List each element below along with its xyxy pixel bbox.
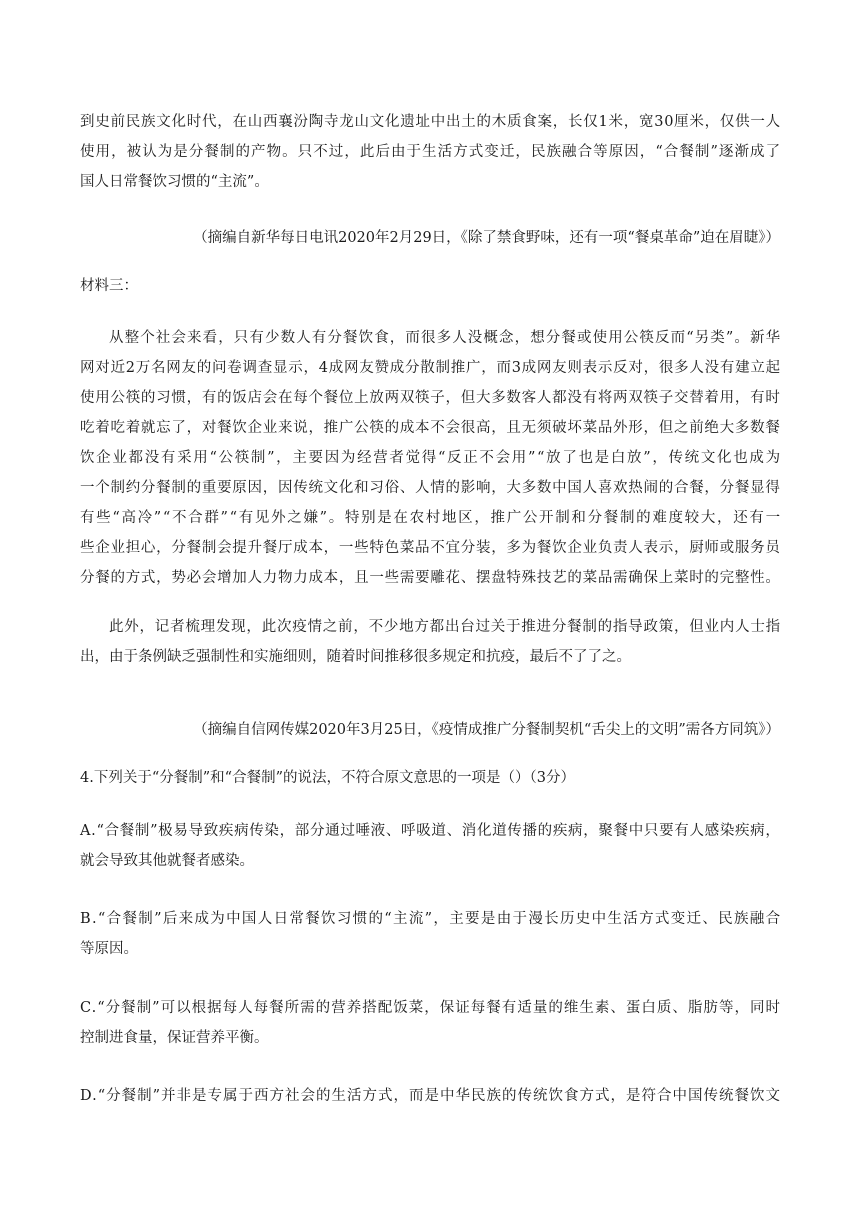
text-line: 使用，被认为是分餐制的产物。只不过，此后由于生活方式变迁，民族融合等原因，“合餐制”逐渐成了 bbox=[80, 144, 782, 160]
text-line: D.“分餐制”并非是专属于西方社会的生活方式，而是中华民族的传统饮食方式，是符合中国传统餐饮文 bbox=[80, 1088, 782, 1104]
text-line: 等原因。 bbox=[80, 941, 138, 957]
text-line: 此外，记者梳理发现，此次疫情之前，不少地方都出台过关于推进分餐制的指导政策，但业内人士指 bbox=[109, 619, 781, 635]
material-three-label: 材料三： bbox=[80, 278, 138, 294]
paragraph-material-three bbox=[80, 323, 780, 593]
text-line: 一个制约分餐制的重要原因，因传统文化和习俗、人情的影响，大多数中国人喜欢热闹的合餐，分餐显得 bbox=[80, 480, 781, 496]
text-line: 些企业担心，分餐制会提升餐厅成本，一些特色菜品不宜分装，多为餐饮企业负责人表示，厨师或服务员 bbox=[80, 540, 781, 556]
text-line: 有些“高冷”“不合群”“有见外之嫌”。特别是在农村地区，推广公开制和分餐制的难度较大，还有一 bbox=[80, 510, 782, 526]
question-stem: 4.下列关于“分餐制”和“合餐制”的说法，不符合原文意思的一项是（）（3分） bbox=[80, 770, 575, 786]
text-line: A.“合餐制”极易导致疾病传染，部分通过唾液、呼吸道、消化道传播的疾病，聚餐中只要有人感染疾病， bbox=[80, 823, 781, 839]
paragraph-material-three-continued bbox=[80, 612, 780, 672]
text-line: B.“合餐制”后来成为中国人日常餐饮习惯的“主流”，主要是由于漫长历史中生活方式变迁、民族融合 bbox=[80, 911, 782, 927]
text-line: 到史前民族文化时代，在山西襄汾陶寺龙山文化遗址中出土的木质食案，长仅1米，宽30厘米，仅供一人 bbox=[80, 114, 781, 130]
text-line: 网对近2万名网友的问卷调查显示，4成网友赞成分散制推广，而3成网友则表示反对，很多人没有建立起 bbox=[80, 360, 781, 376]
text-line: 控制进食量，保证营养平衡。 bbox=[80, 1030, 269, 1046]
text-line: 分餐的方式，势必会增加人力物力成本，且一些需要雕花、摆盘特殊技艺的菜品需确保上菜时的完整性。 bbox=[80, 570, 781, 586]
text-line: 从整个社会来看，只有少数人有分餐饮食，而很多人没概念，想分餐或使用公筷反而“另类”。新华 bbox=[109, 330, 782, 346]
source-citation-two: （摘编自信网传媒2020年3月25日，《疫情成推广分餐制契机“舌尖上的文明”需各方同筑》） bbox=[193, 722, 780, 738]
paragraph-material-two-end bbox=[80, 107, 780, 197]
text-line: 饮企业都没有采用“公筷制”，主要因为经营者觉得“反正不会用”“放了也是白放”，传统文化也成为 bbox=[80, 450, 782, 466]
option-a bbox=[80, 816, 780, 876]
option-b bbox=[80, 904, 780, 964]
text-line: C.“分餐制”可以根据每人每餐所需的营养搭配饭菜，保证每餐有适量的维生素、蛋白质、脂肪等，同时 bbox=[80, 1000, 781, 1016]
option-c bbox=[80, 993, 780, 1053]
option-d bbox=[80, 1081, 780, 1111]
text-line: 国人日常餐饮习惯的“主流”。 bbox=[80, 174, 269, 190]
source-citation-one: （摘编自新华每日电讯2020年2月29日，《除了禁食野味，还有一项“餐桌革命”迫在眉睫》） bbox=[193, 230, 780, 246]
text-line: 吃着吃着就忘了，对餐饮企业来说，推广公筷的成本不会很高，且无须破坏菜品外形，但之前绝大多数餐 bbox=[80, 420, 781, 436]
text-line: 使用公筷的习惯，有的饭店会在每个餐位上放两双筷子，但大多数客人都没有将两双筷子交替着用，有时 bbox=[80, 390, 781, 406]
text-line: 就会导致其他就餐者感染。 bbox=[80, 853, 254, 869]
text-line: 出，由于条例缺乏强制性和实施细则，随着时间推移很多规定和抗疫，最后不了了之。 bbox=[80, 649, 631, 665]
